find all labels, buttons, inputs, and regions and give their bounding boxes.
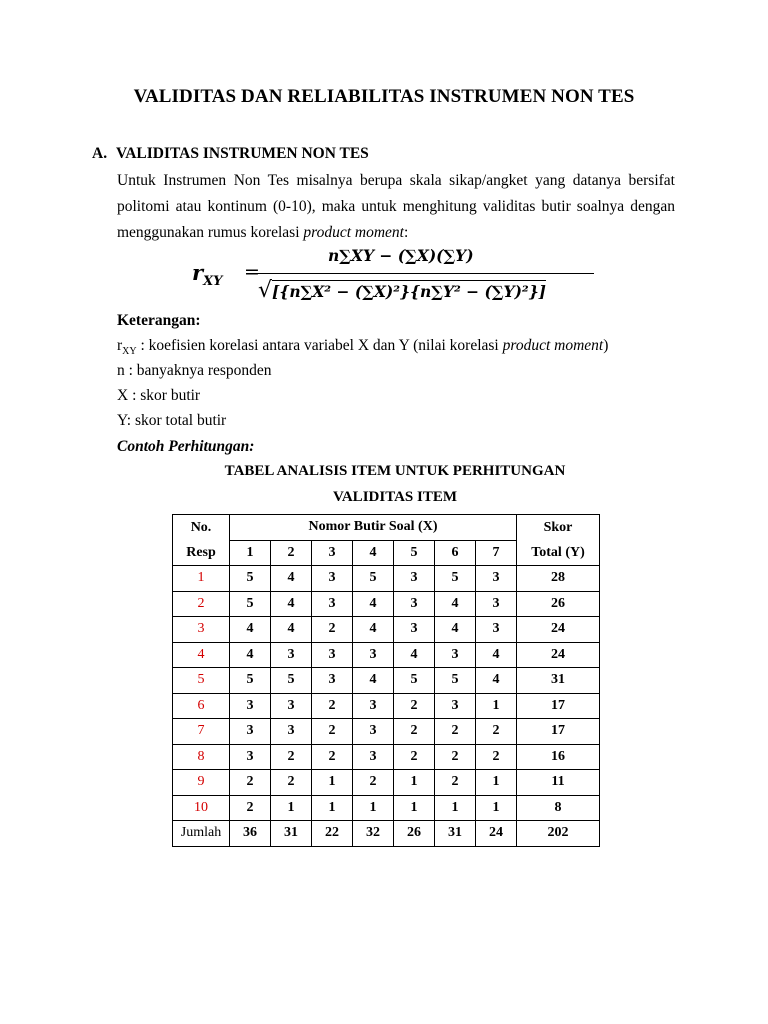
formula-lhs-sub: XY (203, 274, 223, 290)
rxy-text: : koefisien korelasi antara variabel X dan Y (nilai korelasi (136, 337, 503, 354)
header-skor: Skor (517, 515, 600, 541)
keterangan-item-rxy (117, 337, 608, 357)
formula-lhs-symbol: r (192, 260, 204, 285)
resp-number: 10 (173, 795, 230, 821)
item-score-cell: 2 (353, 770, 394, 796)
resp-number: 1 (173, 566, 230, 592)
intro-italic: product moment (303, 224, 404, 241)
item-score-cell: 3 (312, 668, 353, 694)
item-score-cell: 1 (312, 795, 353, 821)
page-title: VALIDITAS DAN RELIABILITAS INSTRUMEN NON TES (133, 86, 635, 107)
item-score-cell: 3 (353, 719, 394, 745)
item-score-cell: 4 (230, 617, 271, 643)
item-score-cell: 4 (230, 642, 271, 668)
table-header-row-2 (173, 540, 600, 566)
total-score-cell: 17 (517, 719, 600, 745)
item-score-cell: 3 (312, 591, 353, 617)
rxy-symbol: r (117, 337, 123, 354)
item-score-cell: 5 (435, 566, 476, 592)
item-score-cell: 1 (394, 770, 435, 796)
keterangan-item-x: X : skor butir (117, 387, 201, 404)
item-score-cell: 3 (230, 693, 271, 719)
intro-paragraph (117, 168, 675, 246)
item-score-cell: 2 (435, 770, 476, 796)
header-total: Total (Y) (517, 540, 600, 566)
item-sum-cell: 22 (312, 821, 353, 847)
table-row (173, 719, 600, 745)
item-score-cell: 3 (353, 744, 394, 770)
item-score-cell: 5 (353, 566, 394, 592)
item-score-cell: 3 (312, 642, 353, 668)
item-sum-cell: 24 (476, 821, 517, 847)
contoh-heading: Contoh Perhitungan: (117, 438, 255, 455)
item-score-cell: 5 (230, 591, 271, 617)
item-score-cell: 2 (230, 795, 271, 821)
correlation-formula (188, 240, 608, 304)
formula-denominator (258, 278, 546, 303)
resp-number: 6 (173, 693, 230, 719)
resp-number: 3 (173, 617, 230, 643)
item-score-cell: 3 (271, 719, 312, 745)
item-score-cell: 2 (394, 719, 435, 745)
item-score-cell: 3 (271, 642, 312, 668)
item-score-cell: 3 (353, 693, 394, 719)
item-score-cell: 2 (271, 770, 312, 796)
item-score-cell: 5 (435, 668, 476, 694)
item-score-cell: 2 (476, 744, 517, 770)
item-score-cell: 4 (435, 617, 476, 643)
keterangan-item-n: n : banyaknya responden (117, 362, 272, 379)
item-score-cell: 3 (353, 642, 394, 668)
item-score-cell: 3 (476, 617, 517, 643)
header-item-1: 1 (230, 540, 271, 566)
total-score-cell: 26 (517, 591, 600, 617)
item-analysis-table (172, 514, 600, 847)
item-score-cell: 3 (230, 719, 271, 745)
item-score-cell: 1 (271, 795, 312, 821)
total-score-cell: 28 (517, 566, 600, 592)
item-score-cell: 2 (435, 719, 476, 745)
item-score-cell: 3 (271, 693, 312, 719)
table-row (173, 770, 600, 796)
item-score-cell: 2 (394, 693, 435, 719)
item-score-cell: 4 (476, 668, 517, 694)
table-header-row-1 (173, 515, 600, 541)
intro-text: Untuk Instrumen Non Tes misalnya berupa skala sikap/angket yang datanya bersifat politomi atau kontinum (0-10), maka untuk menghitung validitas butir soalnya dengan menggunakan rumus korelasi (117, 172, 675, 241)
header-item-2: 2 (271, 540, 312, 566)
footer-label: Jumlah (173, 821, 230, 847)
item-score-cell: 1 (435, 795, 476, 821)
item-score-cell: 1 (476, 693, 517, 719)
header-item-3: 3 (312, 540, 353, 566)
item-score-cell: 2 (312, 744, 353, 770)
item-score-cell: 2 (312, 617, 353, 643)
total-score-cell: 24 (517, 617, 600, 643)
item-sum-cell: 32 (353, 821, 394, 847)
item-sum-cell: 31 (435, 821, 476, 847)
table-caption-line2: VALIDITAS ITEM (332, 489, 458, 505)
item-score-cell: 3 (476, 591, 517, 617)
item-score-cell: 1 (476, 795, 517, 821)
header-item-group: Nomor Butir Soal (X) (230, 515, 517, 541)
item-score-cell: 4 (353, 591, 394, 617)
item-sum-cell: 31 (271, 821, 312, 847)
rxy-italic: product moment (502, 337, 604, 354)
table-row (173, 744, 600, 770)
table-row (173, 795, 600, 821)
item-score-cell: 3 (435, 693, 476, 719)
grand-total-cell: 202 (517, 821, 600, 847)
item-score-cell: 4 (476, 642, 517, 668)
section-title: VALIDITAS INSTRUMEN NON TES (116, 145, 369, 162)
header-item-4: 4 (353, 540, 394, 566)
formula-equals: = (244, 261, 260, 283)
section-heading (92, 145, 369, 163)
table-row (173, 668, 600, 694)
header-item-7: 7 (476, 540, 517, 566)
item-score-cell: 3 (394, 591, 435, 617)
keterangan-item-y: Y: skor total butir (117, 412, 227, 429)
item-score-cell: 1 (394, 795, 435, 821)
resp-number: 7 (173, 719, 230, 745)
item-score-cell: 5 (230, 668, 271, 694)
resp-number: 9 (173, 770, 230, 796)
item-score-cell: 3 (312, 566, 353, 592)
sqrt-symbol: √ (258, 278, 273, 303)
formula-radicand: [{n∑X² − (∑X)²}{n∑Y² − (∑Y)²}] (272, 282, 547, 301)
resp-number: 5 (173, 668, 230, 694)
item-score-cell: 1 (312, 770, 353, 796)
resp-number: 2 (173, 591, 230, 617)
item-score-cell: 2 (271, 744, 312, 770)
item-sum-cell: 36 (230, 821, 271, 847)
item-score-cell: 4 (271, 566, 312, 592)
section-number: A. (92, 145, 108, 162)
table-caption-line1: TABEL ANALISIS ITEM UNTUK PERHITUNGAN (224, 463, 566, 479)
table-footer-row (173, 821, 600, 847)
item-score-cell: 4 (271, 617, 312, 643)
item-score-cell: 3 (394, 566, 435, 592)
item-score-cell: 3 (230, 744, 271, 770)
item-score-cell: 2 (312, 693, 353, 719)
item-score-cell: 4 (353, 617, 394, 643)
table-row (173, 642, 600, 668)
intro-end: : (403, 224, 409, 241)
formula-numerator: n∑XY − (∑X)(∑Y) (328, 246, 474, 265)
total-score-cell: 24 (517, 642, 600, 668)
header-item-6: 6 (435, 540, 476, 566)
item-score-cell: 5 (271, 668, 312, 694)
item-score-cell: 2 (435, 744, 476, 770)
rxy-end: ) (603, 337, 609, 354)
total-score-cell: 16 (517, 744, 600, 770)
item-sum-cell: 26 (394, 821, 435, 847)
item-score-cell: 5 (394, 668, 435, 694)
total-score-cell: 11 (517, 770, 600, 796)
item-score-cell: 3 (394, 617, 435, 643)
header-resp: Resp (173, 540, 230, 566)
item-score-cell: 5 (230, 566, 271, 592)
formula-lhs (192, 260, 222, 289)
item-score-cell: 1 (353, 795, 394, 821)
table-row (173, 591, 600, 617)
item-score-cell: 1 (476, 770, 517, 796)
fraction-bar (256, 273, 594, 274)
total-score-cell: 31 (517, 668, 600, 694)
rxy-sub: XY (122, 346, 137, 358)
table-row (173, 617, 600, 643)
item-score-cell: 2 (312, 719, 353, 745)
total-score-cell: 17 (517, 693, 600, 719)
item-score-cell: 2 (230, 770, 271, 796)
header-no: No. (173, 515, 230, 541)
resp-number: 4 (173, 642, 230, 668)
item-score-cell: 2 (476, 719, 517, 745)
keterangan-title: Keterangan: (117, 312, 201, 329)
table-row (173, 693, 600, 719)
item-score-cell: 3 (476, 566, 517, 592)
item-score-cell: 2 (394, 744, 435, 770)
item-score-cell: 4 (435, 591, 476, 617)
table-row (173, 566, 600, 592)
item-score-cell: 4 (353, 668, 394, 694)
item-score-cell: 4 (271, 591, 312, 617)
item-score-cell: 3 (435, 642, 476, 668)
header-item-5: 5 (394, 540, 435, 566)
total-score-cell: 8 (517, 795, 600, 821)
item-score-cell: 4 (394, 642, 435, 668)
resp-number: 8 (173, 744, 230, 770)
